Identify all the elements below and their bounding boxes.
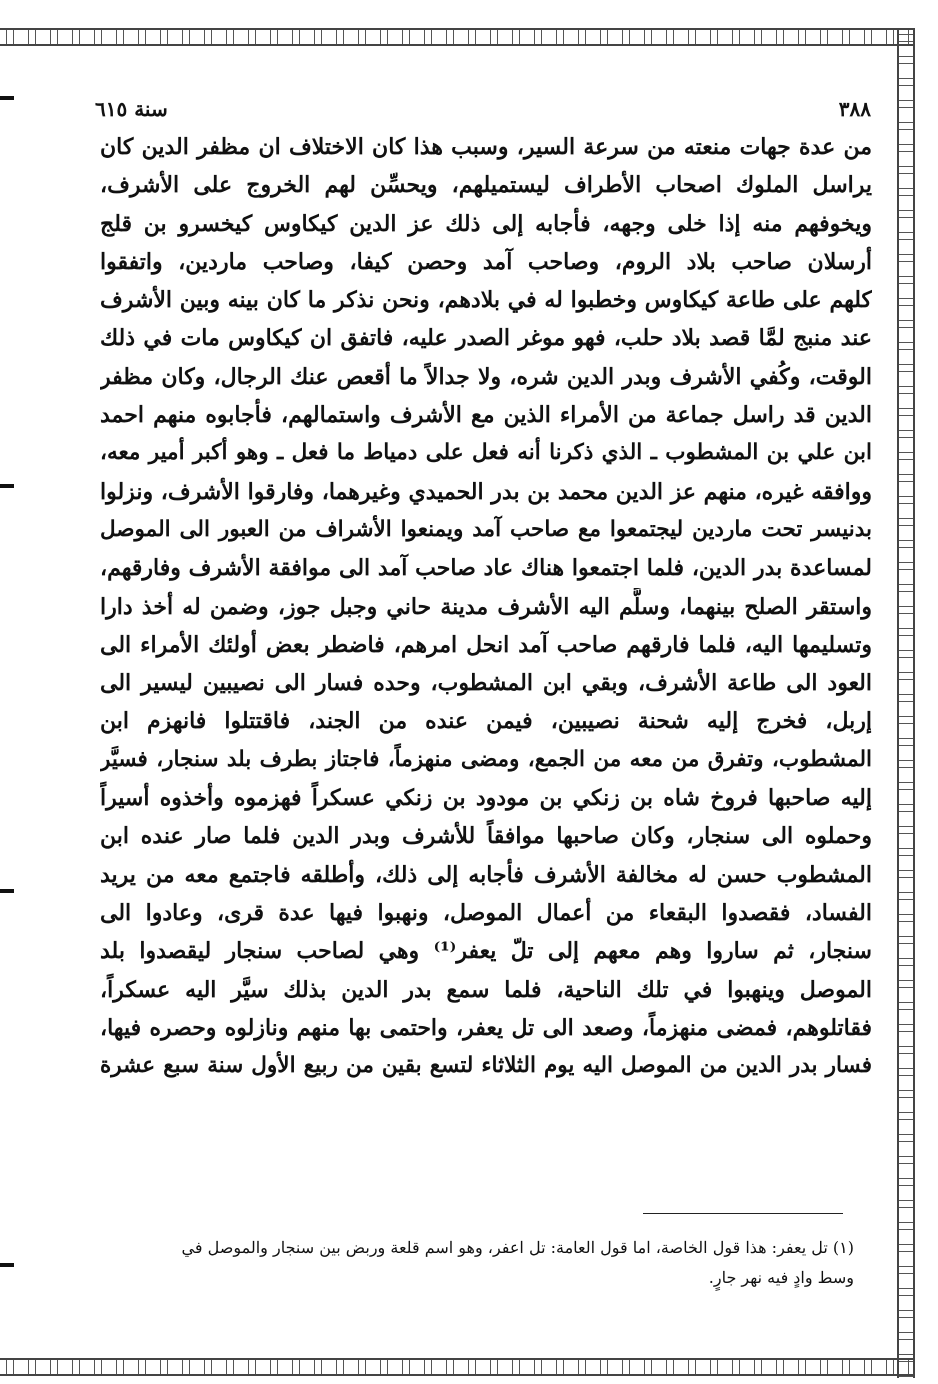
text-line: عند منبج لمَّا قصد بلاد حلب، فهو موغر الصدر عليه، فاتفق ان كيكاوس مات في ذلك — [100, 325, 872, 352]
text-line: يراسل الملوك اصحاب الأطراف ليستميلهم، ويحسِّن لهم الخروج على الأشرف، — [100, 172, 872, 199]
text-line: العود الى طاعة الأشرف، وبقي ابن المشطوب، وحده فسار الى نصيبين ليسير الى — [100, 670, 872, 697]
margin-mark — [0, 889, 14, 893]
text-line: إليه صاحبها فروخ شاه بن زنكي بن مودود بن زنكي عسكراً فهزموه وأخذوه أسيراً — [100, 785, 872, 812]
margin-mark — [0, 484, 14, 488]
decorative-border-top — [0, 28, 915, 46]
text-line: من عدة جهات منعته من سرعة السير، وسبب هذا كان الاختلاف ان مظفر الدين كان — [100, 134, 872, 160]
text-line: فسار بدر الدين من الموصل اليه يوم الثلاثاء لتسع بقين من ربيع الأول سنة سبع عشرة — [100, 1053, 872, 1079]
margin-mark — [0, 1263, 14, 1267]
page-header — [95, 94, 871, 124]
text-line: ووافقه غيره، منهم عز الدين محمد بن بدر الحميدي وغيرهما، وفارقوا الأشرف، ونزلوا — [100, 478, 872, 505]
footnote-rule — [643, 1213, 843, 1214]
text-line: ابن علي بن المشطوب ـ الذي ذكرنا أنه فعل على دمياط ما فعل ـ وهو أكبر أمير معه، — [100, 440, 872, 466]
text-line: كلهم على طاعة كيكاوس وخطبوا له في بلادهم، ونحن نذكر ما كان بينه وبين الأشرف — [100, 287, 872, 314]
text-line: وحملوه الى سنجار، وكان صاحبها موافقاً للأشرف وبدر الدين فلما صار عنده ابن — [100, 823, 872, 850]
header-year: سنة ٦١٥ — [95, 97, 168, 121]
margin-mark — [0, 96, 14, 100]
text-line: الدين قد راسل جماعة من الأمراء الذين مع الأشرف واستمالهم، فأجابوه منهم احمد — [100, 402, 872, 429]
text-line: الموصل وينهبوا في تلك الناحية، فلما سمع بدر الدين بذلك سيَّر اليه عسكراً، — [100, 976, 872, 1003]
text-line: ويخوفهم منه إذا خلى وجهه، فأجابه إلى ذلك عز الدين كيكاوس كيخسرو بن قلج — [100, 210, 872, 237]
text-line: سنجار، ثم ساروا وهم معهم إلى تلّ يعفر⁽¹⁾ وهي لصاحب سنجار ليقصدوا بلد — [100, 938, 872, 965]
text-line: الفساد، فقصدوا البقعاء من أعمال الموصل، ونهبوا فيها عدة قرى، وعادوا الى — [100, 899, 872, 926]
footnote-line: وسط وادٍ فيه نهر جارٍ. — [708, 1268, 854, 1287]
text-line: فقاتلوهم، فمضى منهزماً، وصعد الى تل يعفر، واحتمى بها منهم ونازلوه وحصره فيها، — [100, 1014, 872, 1041]
text-line: المشطوب، وتفرق من معه من الجمع، ومضى منهزماً، فاجتاز بطرف بلد سنجار، فسيَّر — [100, 746, 872, 772]
main-text — [100, 128, 872, 1085]
text-line: وتسليمها اليه، فلما فارقهم صاحب آمد انحل امرهم، فاضطر بعض أولئك الأمراء الى — [100, 631, 872, 658]
text-line: الوقت، وكُفي الأشرف وبدر الدين شره، ولا جدالاً ما أقعص عنك الرجال، وكان مظفر — [100, 363, 872, 390]
footnote — [98, 1233, 854, 1293]
text-line: أرسلان صاحب بلاد الروم، وصاحب آمد وحصن كيفا، وصاحب ماردين، واتفقوا — [100, 248, 872, 275]
text-line: المشطوب حسن له مخالفة الأشرف فأجابه إلى ذلك، وأطلقه فاجتمع معه من يريد — [100, 861, 872, 888]
decorative-border-bottom — [0, 1358, 915, 1376]
decorative-border-right — [897, 28, 915, 1378]
text-line: بدنيسر تحت ماردين ليجتمعوا مع صاحب آمد ويمنعوا الأشراف من العبور الى الموصل — [100, 516, 872, 542]
text-line: لمساعدة بدر الدين، فلما اجتمعوا هناك عاد صاحب آمد الى موافقة الأشرف وفارقهم، — [100, 555, 872, 582]
footnote-line: (١) تل يعفر: هذا قول الخاصة، اما قول العامة: تل اعفر، وهو اسم قلعة وربض بين سنجار والموصل في — [181, 1238, 854, 1257]
page-number: ٣٨٨ — [838, 97, 871, 121]
text-line: واستقر الصلح بينهما، وسلَّم اليه الأشرف مدينة حاني وجبل جوز، وضمن له أخذ دارا — [100, 593, 872, 620]
text-line: إربل، فخرج إليه شحنة نصيبين، فيمن عنده من الجند، فاقتتلوا فانهزم ابن — [100, 708, 872, 735]
